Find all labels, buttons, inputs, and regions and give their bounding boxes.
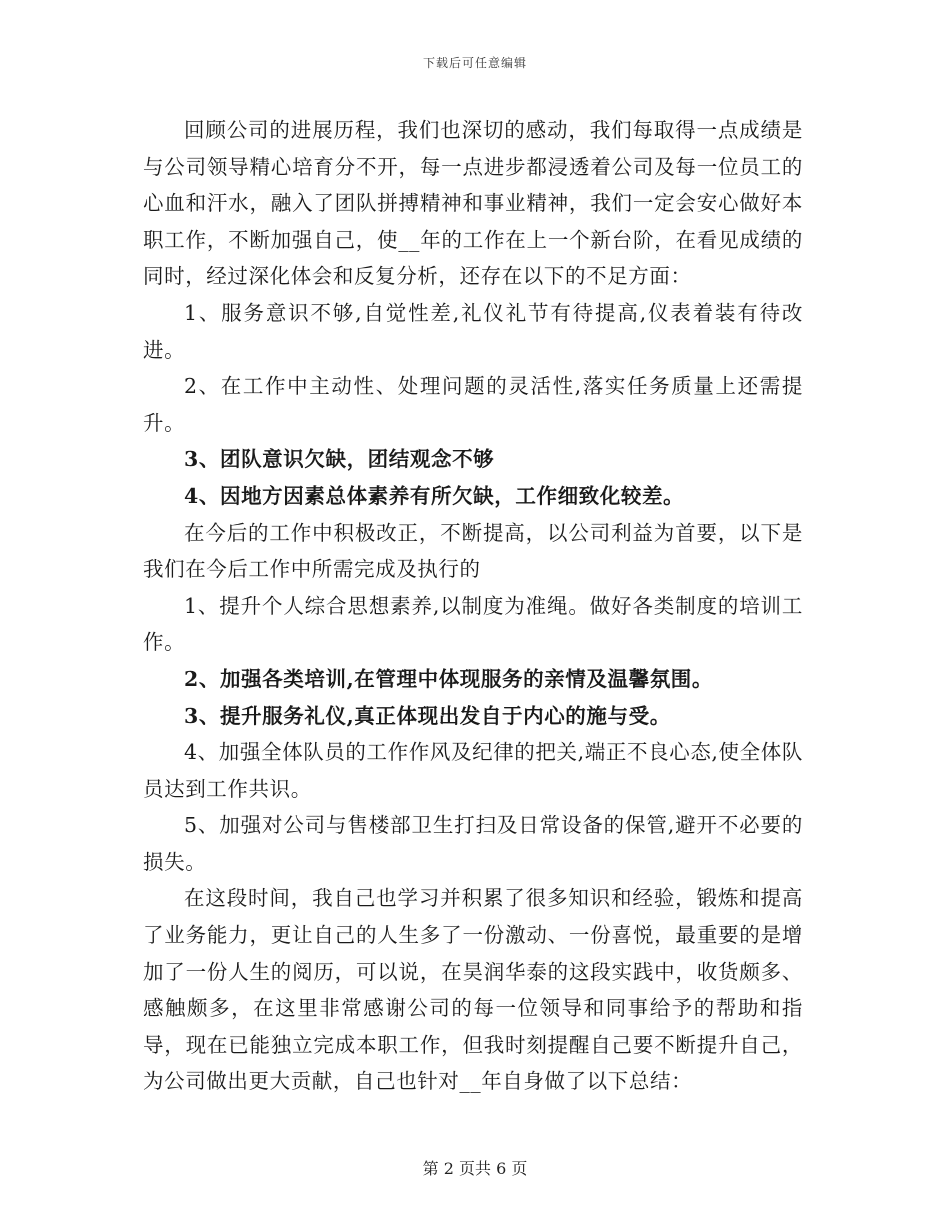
paragraph-summary: 在这段时间，我自己也学习并积累了很多知识和经验，锻炼和提高了业务能力，更让自己的人生多了一份激动、一份喜悦，最重要的是增加了一份人生的阅历，可以说，在昊润华泰的这段实践中，收货颇多、感触颇多，在这里非常感谢公司的每一位领导和同事给予的帮助和指导，现在已能独立完成本职工作，但我时刻提醒自己要不断提升自己，为公司做出更大贡献，自己也针对__年自身做了以下总结： <box>143 886 803 1094</box>
list-item-plan-1: 1、提升个人综合思想素养,以制度为准绳。做好各类制度的培训工作。 <box>143 593 803 655</box>
page-header: 下载后可任意编辑 <box>422 56 527 70</box>
list-item-shortcoming-4: 4、因地方因素总体素养有所欠缺，工作细致化较差。 <box>184 483 685 508</box>
page-number: 第 2 页共 6 页 <box>422 1159 528 1178</box>
paragraph-review: 回顾公司的进展历程，我们也深切的感动，我们每取得一点成绩是与公司领导精心培育分不开，每一点进步都浸透着公司及每一位员工的心血和汗水，融入了团队拼搏精神和事业精神，我们一定会安心做好本职工作，不断加强自己，使__年的工作在上一个新台阶，在看见成绩的同时，经过深化体会和反复分析，还存在以下的不足方面： <box>143 118 803 289</box>
list-item-plan-5: 5、加强对公司与售楼部卫生打扫及日常设备的保管,避开不必要的损失。 <box>143 813 803 874</box>
list-item-shortcoming-2: 2、在工作中主动性、处理问题的灵活性,落实任务质量上还需提升。 <box>143 374 803 435</box>
document-body <box>143 112 803 1100</box>
list-item-plan-3: 3、提升服务礼仪,真正体现出发自于内心的施与受。 <box>184 703 671 728</box>
list-item-shortcoming-3: 3、团队意识欠缺，团结观念不够 <box>184 447 495 472</box>
list-item-plan-4: 4、加强全体队员的工作作风及纪律的把关,端正不良心态,使全体队员达到工作共识。 <box>143 740 803 801</box>
list-item-plan-2: 2、加强各类培训,在管理中体现服务的亲情及温馨氛围。 <box>184 666 713 691</box>
list-item-shortcoming-1: 1、服务意识不够,自觉性差,礼仪礼节有待提高,仪表着装有待改进。 <box>143 300 803 362</box>
paragraph-improvement-intro: 在今后的工作中积极改正，不断提高，以公司利益为首要，以下是我们在今后工作中所需完成及执行的 <box>143 520 803 582</box>
